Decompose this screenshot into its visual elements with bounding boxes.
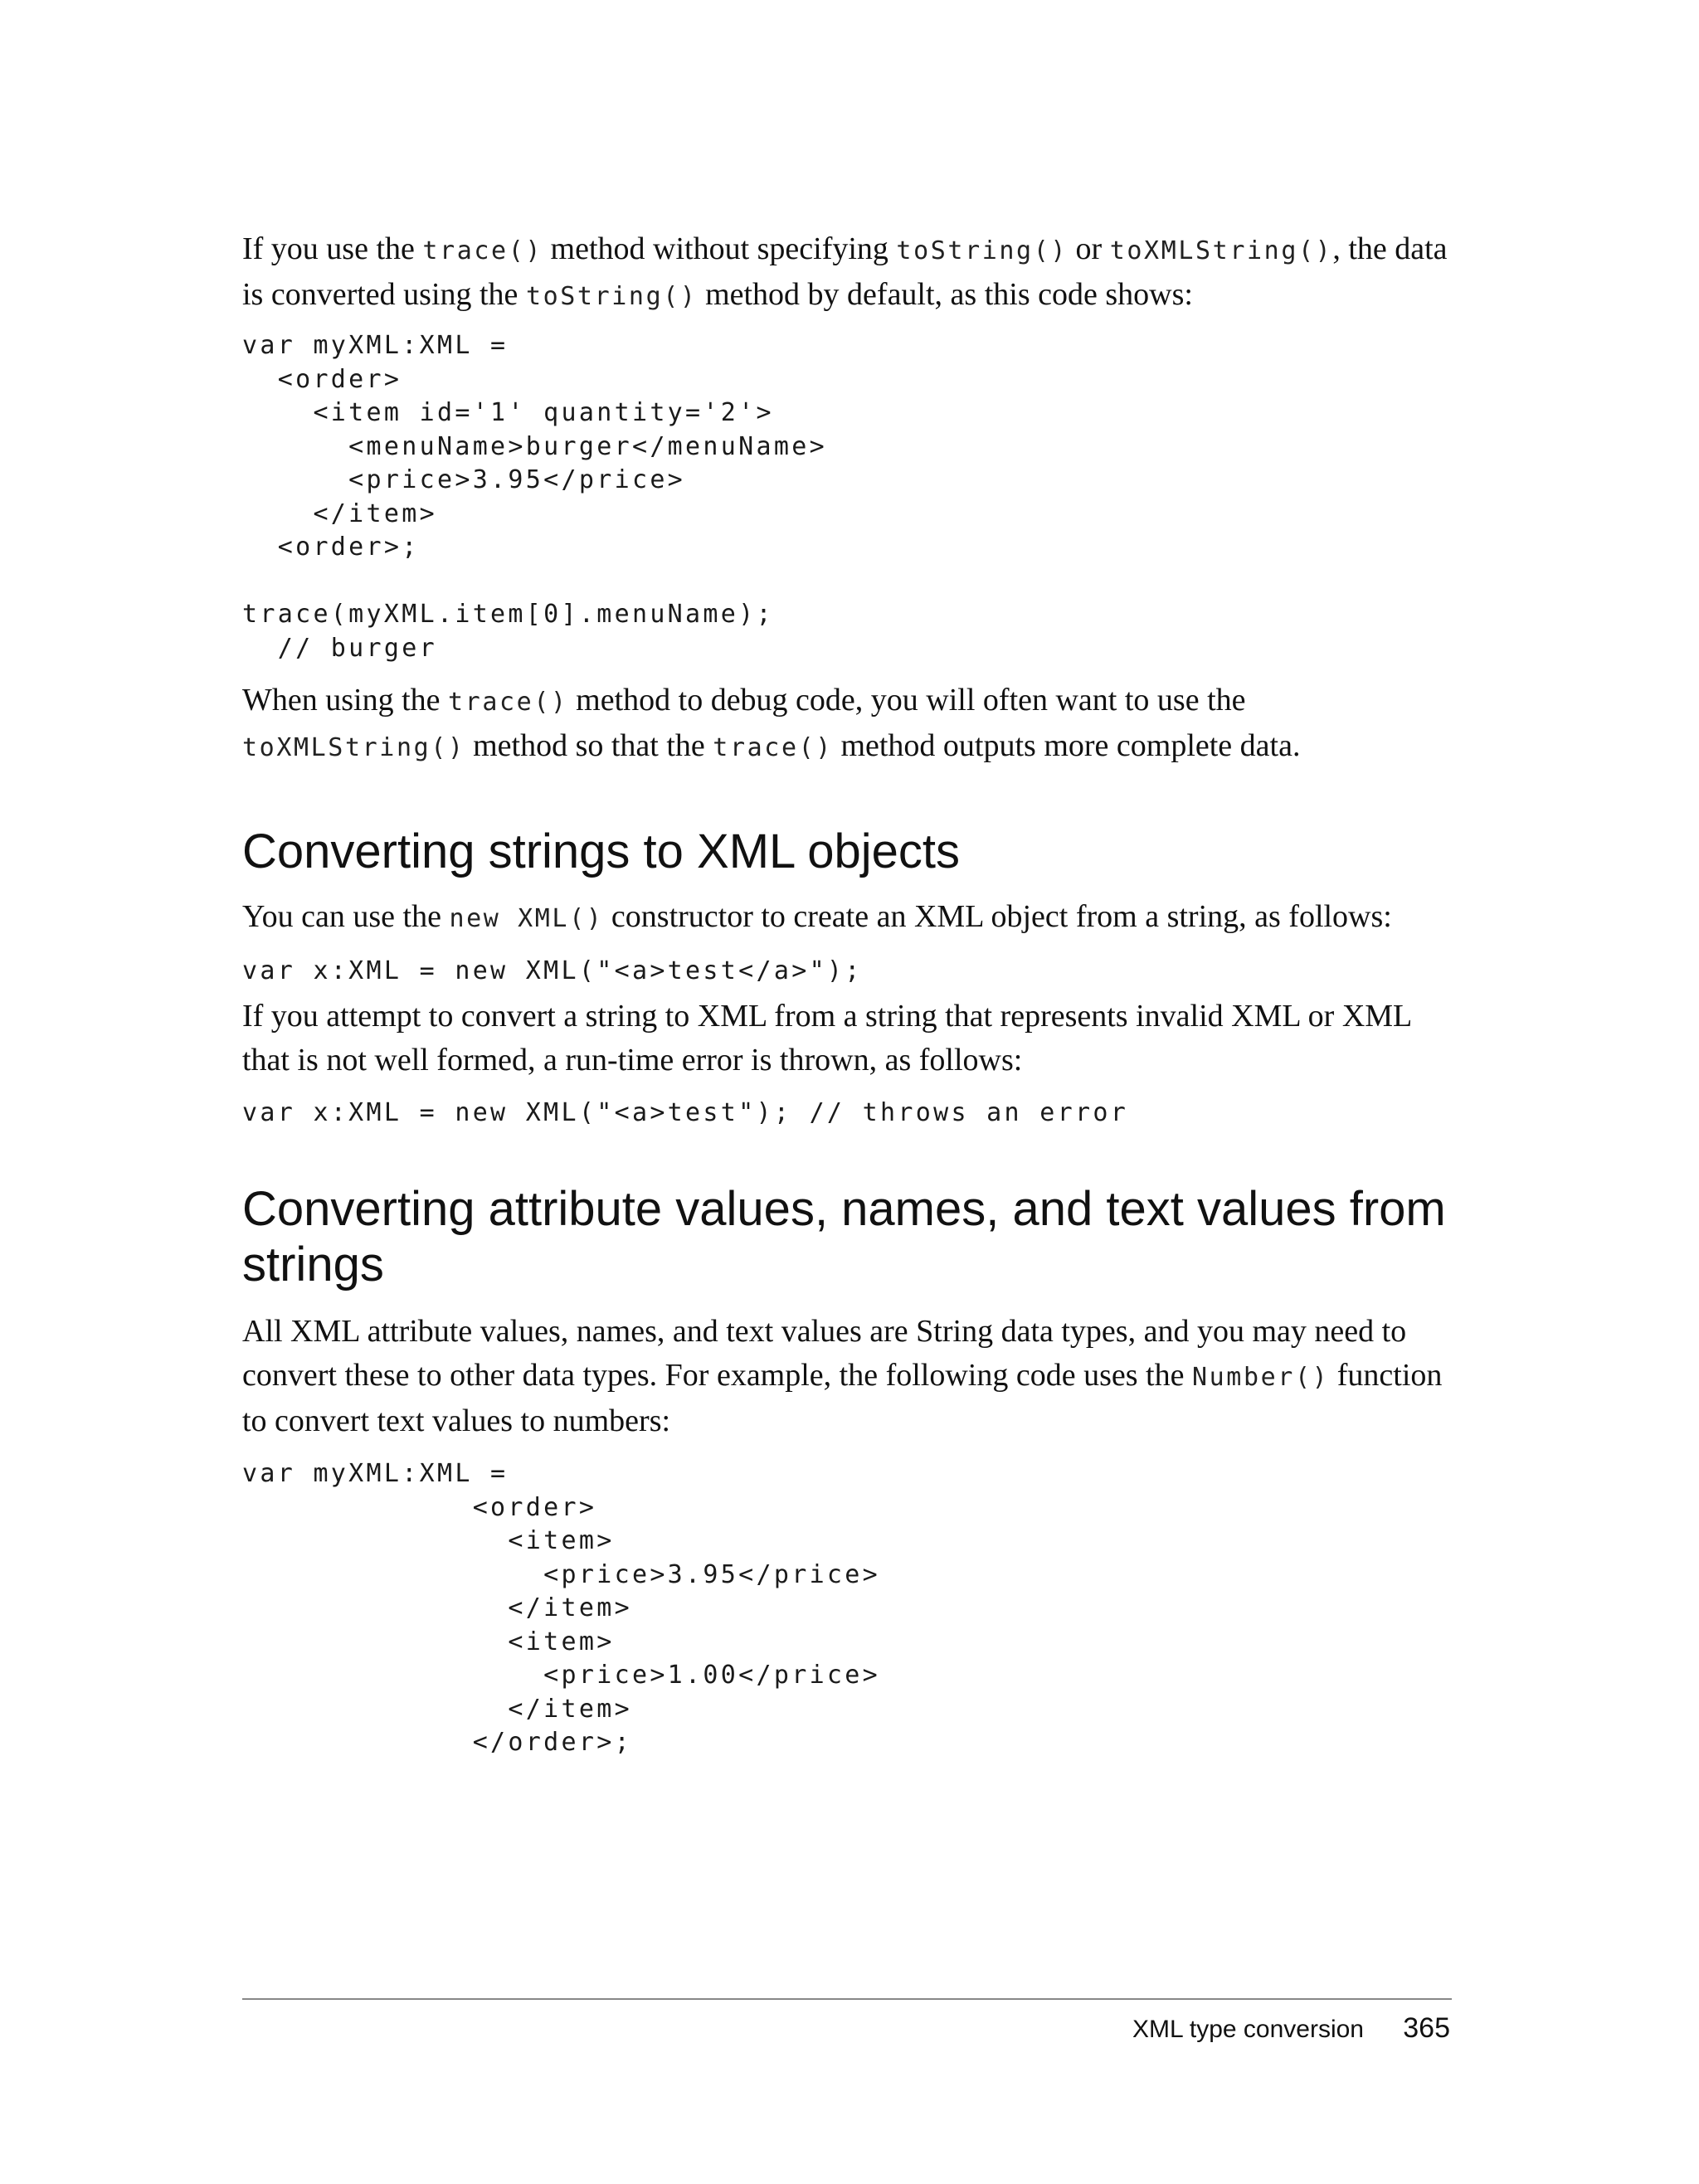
paragraph-toxmlstring-tip bbox=[242, 679, 1450, 770]
inline-code: toString() bbox=[896, 236, 1069, 265]
page-number: 365 bbox=[1403, 2012, 1450, 2044]
code-block-trace-example: var myXML:XML = <order> <item id='1' quantity='2'> <menuName>burger</menuName> <price>3.95</price> </item> <order>; trace(myXML.item[0].menuName); // burger bbox=[242, 331, 827, 663]
text-run: method to debug code, you will often want to use the bbox=[567, 683, 1246, 717]
inline-code: new XML() bbox=[449, 904, 604, 933]
paragraph-new-xml-constructor bbox=[242, 895, 1450, 941]
section-heading-converting-strings: Converting strings to XML objects bbox=[242, 824, 961, 878]
text-run: method without specifying bbox=[543, 231, 897, 266]
inline-code: trace() bbox=[448, 688, 568, 717]
text-run: All XML attribute values, names, and text values are String data types, and you may need to convert these to other data types. For example, the following code uses the bbox=[242, 1314, 1407, 1393]
paragraph-string-data-types bbox=[242, 1310, 1450, 1443]
text-run: method so that the bbox=[465, 728, 713, 763]
text-run: If you use the bbox=[242, 231, 423, 266]
paragraph-runtime-error: If you attempt to convert a string to XML from a string that represents invalid XML or XML that is not well formed, a run-time error is thrown, as follows: bbox=[242, 999, 1411, 1077]
paragraph-trace-default bbox=[242, 227, 1450, 319]
inline-code: trace() bbox=[422, 236, 543, 265]
inline-code: Number() bbox=[1191, 1363, 1330, 1392]
text-run: You can use the bbox=[242, 899, 450, 934]
text-run: function to convert text values to numbers: bbox=[242, 1358, 1443, 1438]
inline-code: toString() bbox=[525, 282, 698, 311]
document-page bbox=[242, 0, 1450, 2184]
text-run: , the data is converted using the bbox=[242, 231, 1448, 312]
inline-code: trace() bbox=[713, 733, 833, 762]
section-heading-converting-attributes: Converting attribute values, names, and text values from strings bbox=[242, 1182, 1446, 1291]
code-block-error-example: var x:XML = new XML("<a>test"); // throws an error bbox=[242, 1098, 1129, 1127]
footer-divider bbox=[242, 1998, 1452, 2000]
code-block-new-xml: var x:XML = new XML("<a>test</a>"); bbox=[242, 956, 863, 985]
code-block-number-conversion: var myXML:XML = <order> <item> <price>3.95</price> </item> <item> <price>1.00</price> </item> </order>; bbox=[242, 1459, 881, 1757]
text-run: method outputs more complete data. bbox=[832, 728, 1301, 763]
text-run: constructor to create an XML object from a string, as follows: bbox=[603, 899, 1392, 934]
text-run: method by default, as this code shows: bbox=[697, 277, 1193, 312]
text-run: When using the bbox=[242, 683, 449, 717]
text-run: or bbox=[1068, 231, 1110, 266]
inline-code: toXMLString() bbox=[1109, 236, 1333, 265]
inline-code: toXMLString() bbox=[242, 733, 465, 762]
footer-section-title: XML type conversion bbox=[1132, 2016, 1364, 2043]
